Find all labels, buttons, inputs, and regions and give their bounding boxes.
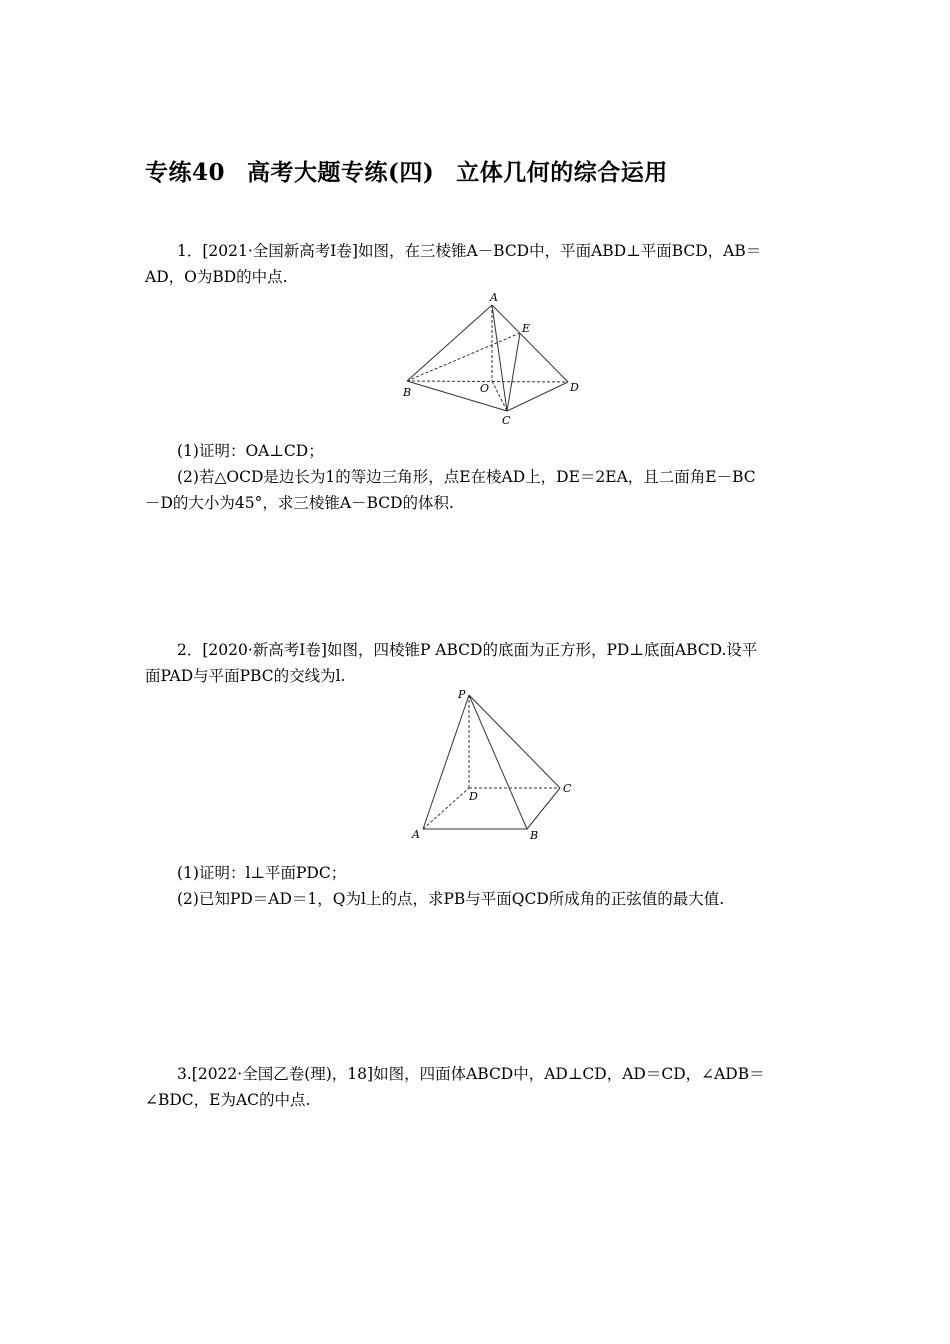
edge-AB xyxy=(407,305,492,381)
q1-stem-line1: 1．[2021·全国新高考Ⅰ卷]如图，在三棱锥A－BCD中，平面ABD⊥平面BCD，AB＝ xyxy=(177,242,762,260)
title-part2: 高考大题专练(四) xyxy=(247,159,435,186)
q2-figure-pyramid xyxy=(405,684,585,846)
q1-sub2-line1: (2)若△OCD是边长为1的等边三角形，点E在棱AD上，DE＝2EA，且二面角E－BC xyxy=(177,468,756,486)
q3-stem-line1: 3.[2022·全国乙卷(理)，18]如图，四面体ABCD中，AD⊥CD，AD＝CD，∠ADB＝ xyxy=(177,1065,765,1083)
edge-CD xyxy=(507,382,568,411)
label-E: E xyxy=(522,322,531,335)
q2-stem-line1: 2．[2020·新高考Ⅰ卷]如图，四棱锥P ABCD的底面为正方形，PD⊥底面ABCD.设平 xyxy=(177,641,758,659)
edge-AD xyxy=(492,305,568,382)
edge-BC xyxy=(527,788,560,829)
label-D: D xyxy=(469,790,478,803)
edge-BE-dashed xyxy=(407,333,520,381)
q1-stem-line2: AD，O为BD的中点. xyxy=(145,268,288,286)
label-B: B xyxy=(403,386,412,399)
q2-sub2: (2)已知PD＝AD＝1，Q为l上的点，求PB与平面QCD所成角的正弦值的最大值. xyxy=(177,890,725,908)
label-A: A xyxy=(490,291,498,304)
q3-stem-line2: ∠BDC，E为AC的中点. xyxy=(145,1091,311,1109)
q2-sub1: (1)证明：l⊥平面PDC； xyxy=(177,864,347,882)
q1-figure-tetrahedron xyxy=(396,288,592,430)
title-part1: 专练40 xyxy=(145,159,226,186)
q1-sub2-line2: －D的大小为45°，求三棱锥A－BCD的体积. xyxy=(145,494,454,512)
page-title xyxy=(145,154,690,187)
label-D: D xyxy=(570,381,579,394)
label-B: B xyxy=(530,829,539,842)
edge-EC xyxy=(507,333,520,411)
q2-stem-line2: 面PAD与平面PBC的交线为l. xyxy=(145,667,346,685)
label-C: C xyxy=(502,414,511,427)
edge-PC xyxy=(469,695,560,788)
label-C: C xyxy=(563,782,572,795)
label-P: P xyxy=(458,688,466,701)
edge-BC xyxy=(407,381,507,411)
label-O: O xyxy=(480,382,490,395)
label-A: A xyxy=(412,828,420,841)
title-part3: 立体几何的综合运用 xyxy=(456,159,668,186)
edge-PB xyxy=(469,695,527,829)
q1-sub1: (1)证明：OA⊥CD； xyxy=(177,442,324,460)
